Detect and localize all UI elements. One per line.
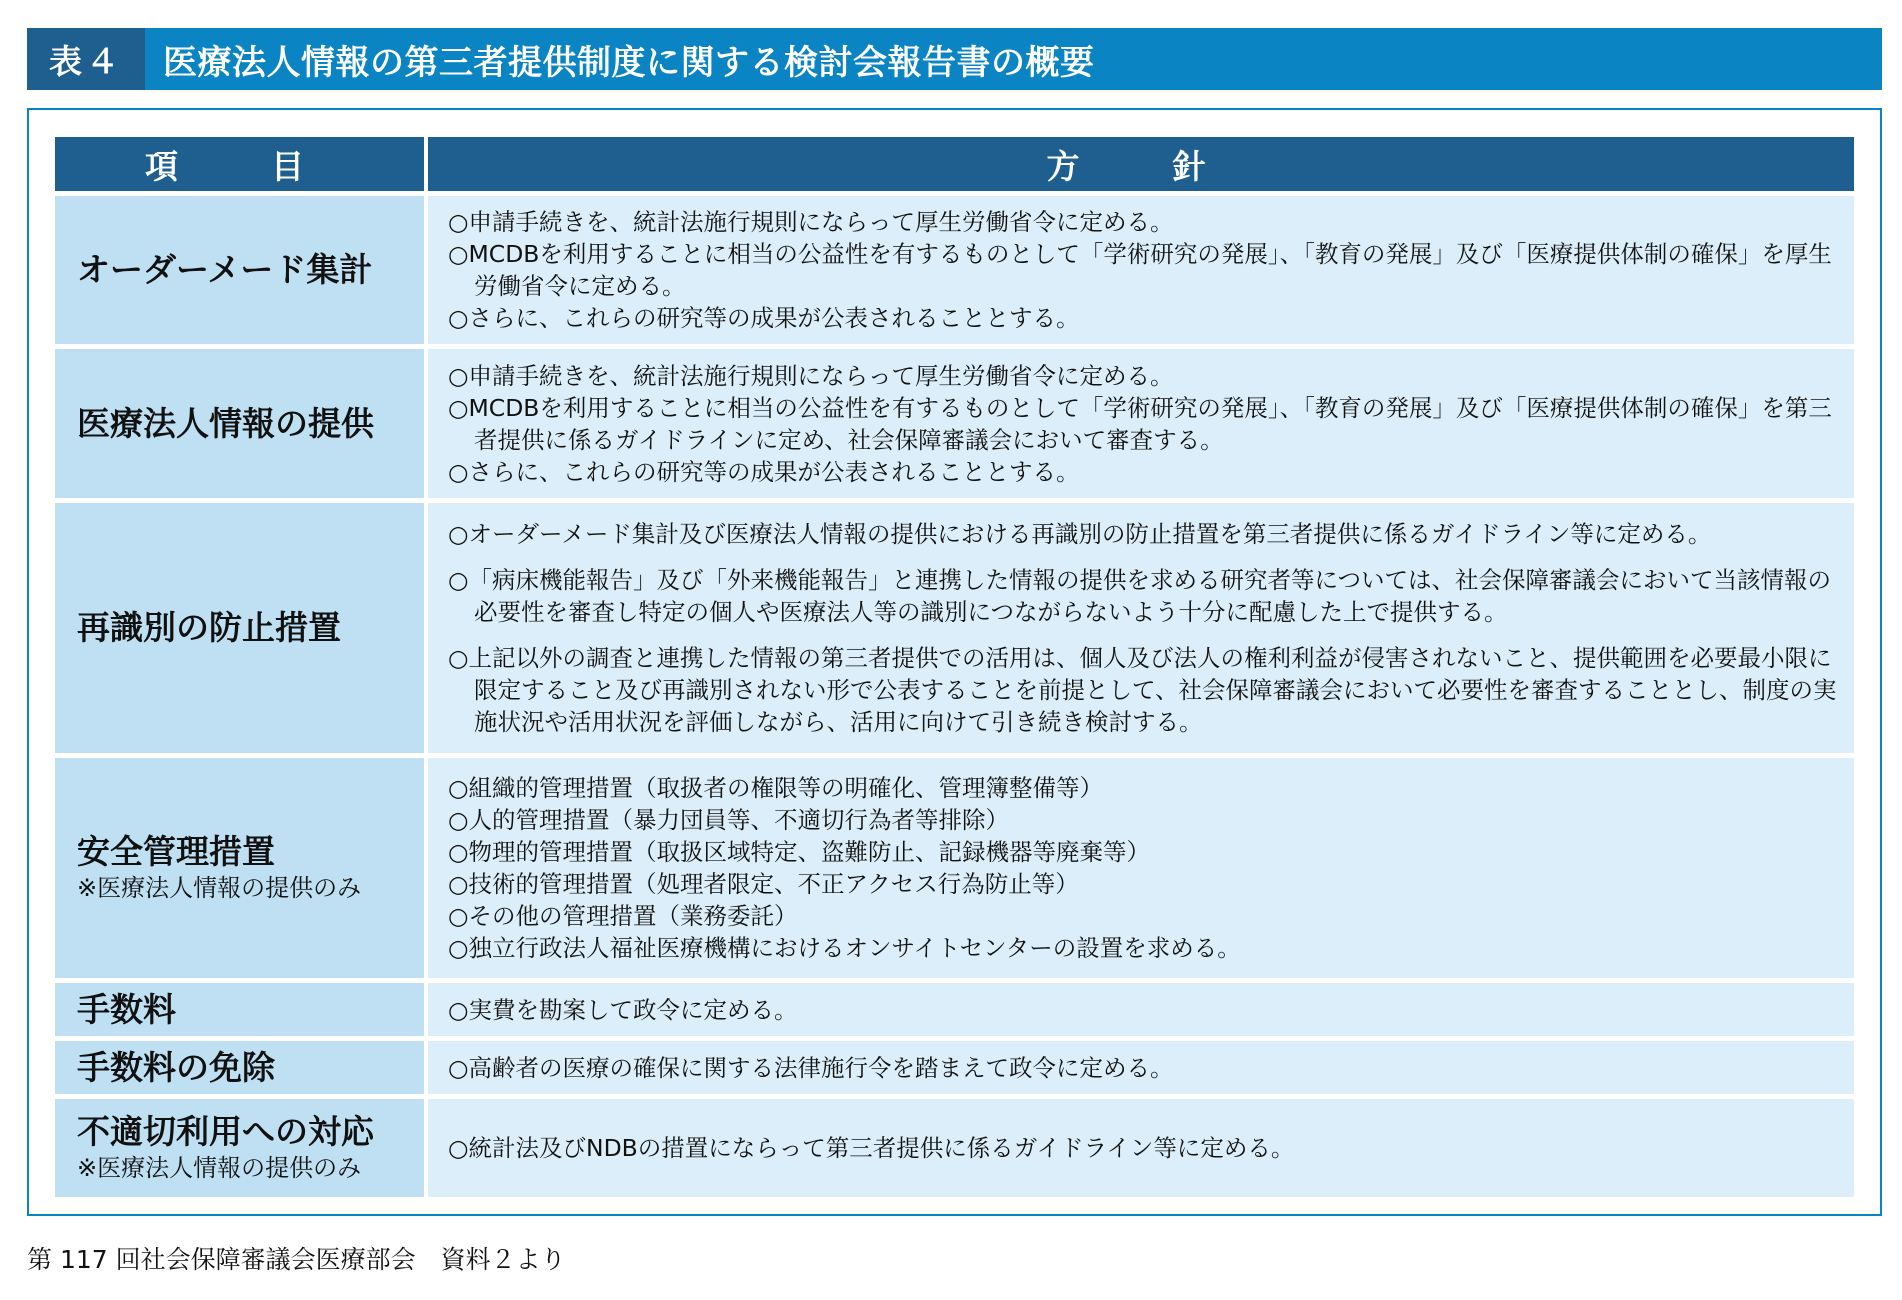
item-cell: [55, 983, 428, 1036]
item-label: 手数料: [77, 989, 176, 1029]
table-row: [55, 1099, 1854, 1197]
item-cell: [55, 758, 428, 978]
header-item: 項 目: [55, 137, 428, 191]
policy-line: ○組織的管理措置（取扱者の権限等の明確化、管理簿整備等）: [448, 774, 1104, 802]
policy-line: ○物理的管理措置（取扱区域特定、盗難防止、記録機器等廃棄等）: [448, 838, 1151, 866]
policy-line: ○MCDBを利用することに相当の公益性を有するものとして「学術研究の発展」、「教育の発展」及び「医療提供体制の確保」を厚生労働省令に定める。: [448, 240, 1832, 300]
source-note: 第 117 回社会保障審議会医療部会 資料２より: [27, 1245, 566, 1274]
item-label: オーダーメード集計: [77, 250, 373, 289]
item-cell: [55, 503, 428, 753]
table-row: [55, 503, 1854, 753]
item-cell: [55, 349, 428, 498]
table-number: 表４: [27, 28, 145, 90]
policy-cell: [428, 1099, 1854, 1197]
policy-line: ○さらに、これらの研究等の成果が公表されることとする。: [448, 304, 1080, 332]
table-row: [55, 758, 1854, 978]
header-policy: 方 針: [428, 137, 1854, 191]
item-cell: [55, 1099, 428, 1197]
policy-line: ○独立行政法人福祉医療機構におけるオンサイトセンターの設置を求める。: [448, 934, 1241, 962]
item-note: ※医療法人情報の提供のみ: [77, 1154, 362, 1182]
policy-line: ○統計法及びNDBの措置にならって第三者提供に係るガイドライン等に定める。: [448, 1134, 1295, 1162]
item-note: ※医療法人情報の提供のみ: [77, 874, 362, 902]
item-cell: [55, 196, 428, 344]
item-label: 安全管理措置: [77, 832, 275, 871]
policy-line: ○上記以外の調査と連携した情報の第三者提供での活用は、個人及び法人の権利利益が侵害されないこと、提供範囲を必要最小限に限定すること及び再識別されない形で公表することを前提として、社会保障審議会において必要性を審査することとし、制度の実施状況や活用状況を評価しながら、活用に向けて引き続き検討する。: [448, 644, 1837, 736]
policy-line: ○実費を勘案して政令に定める。: [448, 995, 798, 1024]
policy-cell: [428, 349, 1854, 498]
policy-line: ○その他の管理措置（業務委託）: [448, 902, 798, 930]
policy-cell: [428, 983, 1854, 1036]
item-label: 医療法人情報の提供: [77, 403, 374, 443]
overview-table: [55, 132, 1854, 1202]
policy-line: ○MCDBを利用することに相当の公益性を有するものとして「学術研究の発展」、「教育の発展」及び「医療提供体制の確保」を第三者提供に係るガイドラインに定め、社会保障審議会において審査する。: [448, 393, 1832, 454]
policy-line: ○申請手続きを、統計法施行規則にならって厚生労働省令に定める。: [448, 361, 1174, 390]
policy-line: ○オーダーメード集計及び医療法人情報の提供における再識別の防止措置を第三者提供に係るガイドライン等に定める。: [448, 520, 1712, 548]
table-title-bar: [27, 28, 1882, 90]
table-title: 医療法人情報の第三者提供制度に関する検討会報告書の概要: [163, 42, 1095, 83]
header-row: [55, 137, 1854, 191]
policy-line: ○申請手続きを、統計法施行規則にならって厚生労働省令に定める。: [448, 208, 1174, 236]
policy-cell: [428, 758, 1854, 978]
policy-cell: [428, 503, 1854, 753]
item-label: 不適切利用への対応: [77, 1112, 374, 1151]
policy-line: ○高齢者の医療の確保に関する法律施行令を踏まえて政令に定める。: [448, 1053, 1174, 1082]
item-label: 手数料の免除: [77, 1047, 275, 1087]
item-cell: [55, 1041, 428, 1094]
policy-line: ○技術的管理措置（処理者限定、不正アクセス行為防止等）: [448, 870, 1079, 898]
policy-line: ○人的管理措置（暴力団員等、不適切行為者等排除）: [448, 806, 1010, 834]
policy-cell: [428, 1041, 1854, 1094]
table-row: [55, 349, 1854, 498]
table-row: [55, 983, 1854, 1036]
policy-cell: [428, 196, 1854, 344]
item-label: 再識別の防止措置: [77, 608, 341, 647]
table-row: [55, 196, 1854, 344]
policy-line: ○「病床機能報告」及び「外来機能報告」と連携した情報の提供を求める研究者等については、社会保障審議会において当該情報の必要性を審査し特定の個人や医療法人等の識別につながらないよう十分に配慮した上で提供する。: [448, 566, 1832, 626]
policy-line: ○さらに、これらの研究等の成果が公表されることとする。: [448, 457, 1080, 486]
table-row: [55, 1041, 1854, 1094]
